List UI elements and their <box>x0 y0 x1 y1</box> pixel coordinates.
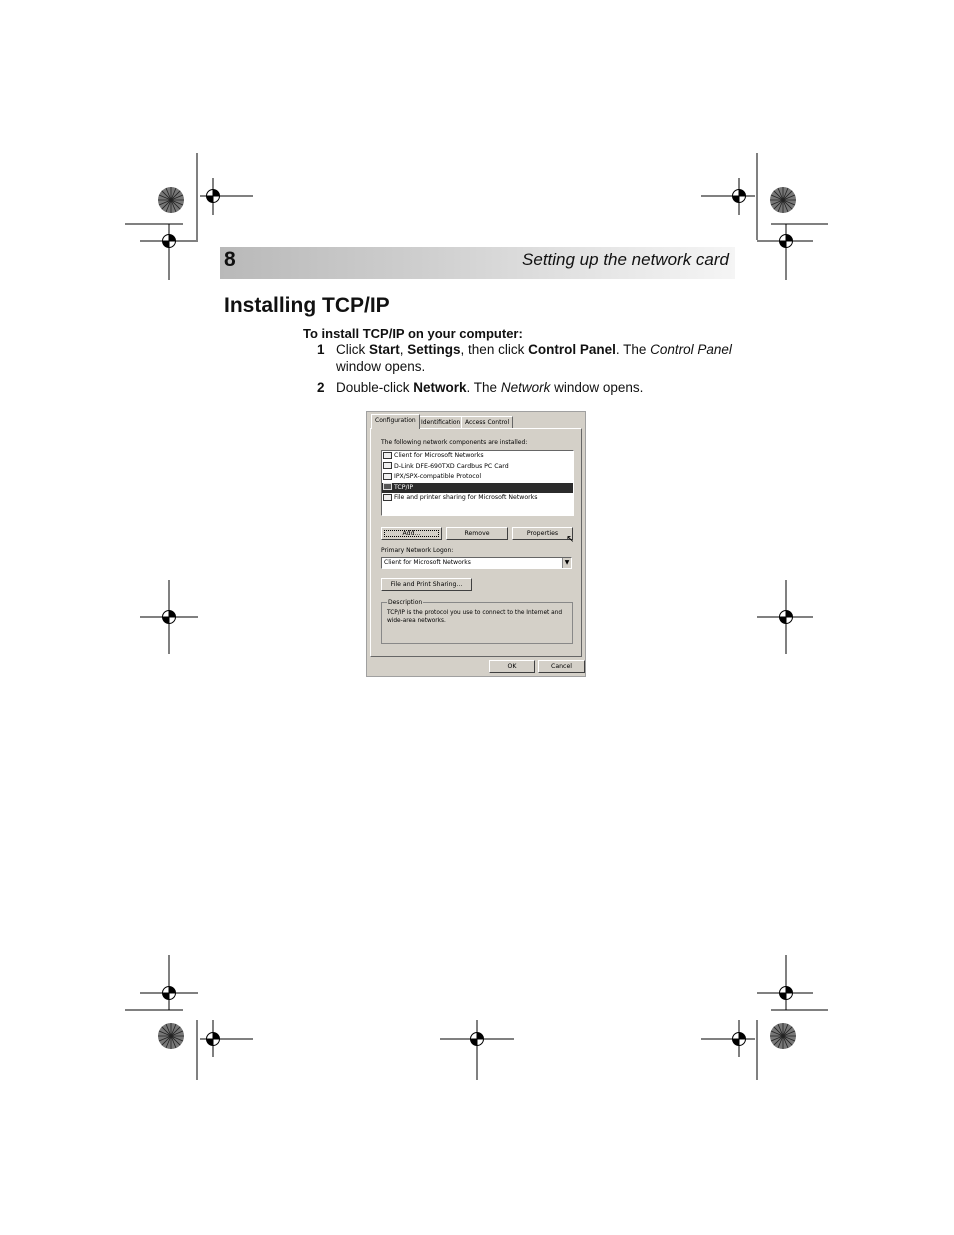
section-heading: Installing TCP/IP <box>224 294 390 317</box>
window-name: Network <box>500 380 551 395</box>
description-text: TCP/IP is the protocol you use to connect to the Internet and wide-area networks. <box>387 610 563 624</box>
file-sharing-icon <box>383 494 392 501</box>
cancel-button[interactable]: Cancel <box>538 660 585 673</box>
client-icon <box>383 452 392 459</box>
tab-configuration[interactable]: Configuration <box>371 414 420 429</box>
procedure-title: To install TCP/IP on your computer: <box>303 326 523 341</box>
primary-logon-select[interactable] <box>381 557 572 569</box>
running-title: Setting up the network card <box>522 250 729 269</box>
file-print-sharing-button[interactable]: File and Print Sharing... <box>381 578 472 591</box>
step-text-run: window opens. <box>550 380 644 395</box>
network-dialog-screenshot <box>366 411 586 677</box>
ok-button[interactable]: OK <box>489 660 535 673</box>
ui-term: Control Panel <box>528 342 616 357</box>
components-listbox[interactable] <box>381 450 574 516</box>
network-adapter-icon <box>383 462 392 469</box>
list-item[interactable]: IPX/SPX-compatible Protocol <box>382 472 573 483</box>
mouse-cursor-icon: ↖ <box>566 534 575 545</box>
step-number: 1 <box>317 342 325 357</box>
description-group <box>381 599 573 644</box>
primary-logon-label: Primary Network Logon: <box>381 547 454 554</box>
ui-term: Network <box>413 380 467 395</box>
step-text-run: Double-click <box>336 380 414 395</box>
step-text-run: , <box>399 342 408 357</box>
components-label: The following network components are installed: <box>381 439 528 446</box>
step-text-run: , then click <box>460 342 529 357</box>
step-text-run: Click <box>336 342 369 357</box>
primary-logon-value: Client for Microsoft Networks <box>384 559 471 566</box>
page-number: 8 <box>224 248 236 271</box>
step-text <box>336 341 736 375</box>
protocol-icon <box>383 483 392 490</box>
step-text-run: . The <box>615 342 651 357</box>
step-text <box>336 379 736 396</box>
properties-button[interactable]: Properties <box>512 527 573 540</box>
list-item[interactable]: D-Link DFE-690TXD Cardbus PC Card <box>382 462 573 473</box>
list-item-selected[interactable]: TCP/IP <box>382 483 573 494</box>
ui-term: Settings <box>407 342 461 357</box>
description-legend: Description <box>388 599 423 606</box>
list-item[interactable]: Client for Microsoft Networks <box>382 451 573 462</box>
step-number: 2 <box>317 380 325 395</box>
tab-access-control[interactable]: Access Control <box>461 416 513 429</box>
step-2 <box>317 379 737 396</box>
ui-term: Start <box>369 342 400 357</box>
step-text-run: window opens. <box>336 359 426 374</box>
remove-button[interactable]: Remove <box>446 527 508 540</box>
list-item[interactable]: File and printer sharing for Microsoft Networks <box>382 493 573 504</box>
chevron-down-icon[interactable]: ▼ <box>562 558 571 568</box>
step-1 <box>317 341 737 375</box>
step-text-run: . The <box>466 380 501 395</box>
protocol-icon <box>383 473 392 480</box>
add-button[interactable]: Add... <box>381 527 442 540</box>
tab-identification[interactable]: Identification <box>417 416 464 429</box>
window-name: Control Panel <box>650 342 732 357</box>
